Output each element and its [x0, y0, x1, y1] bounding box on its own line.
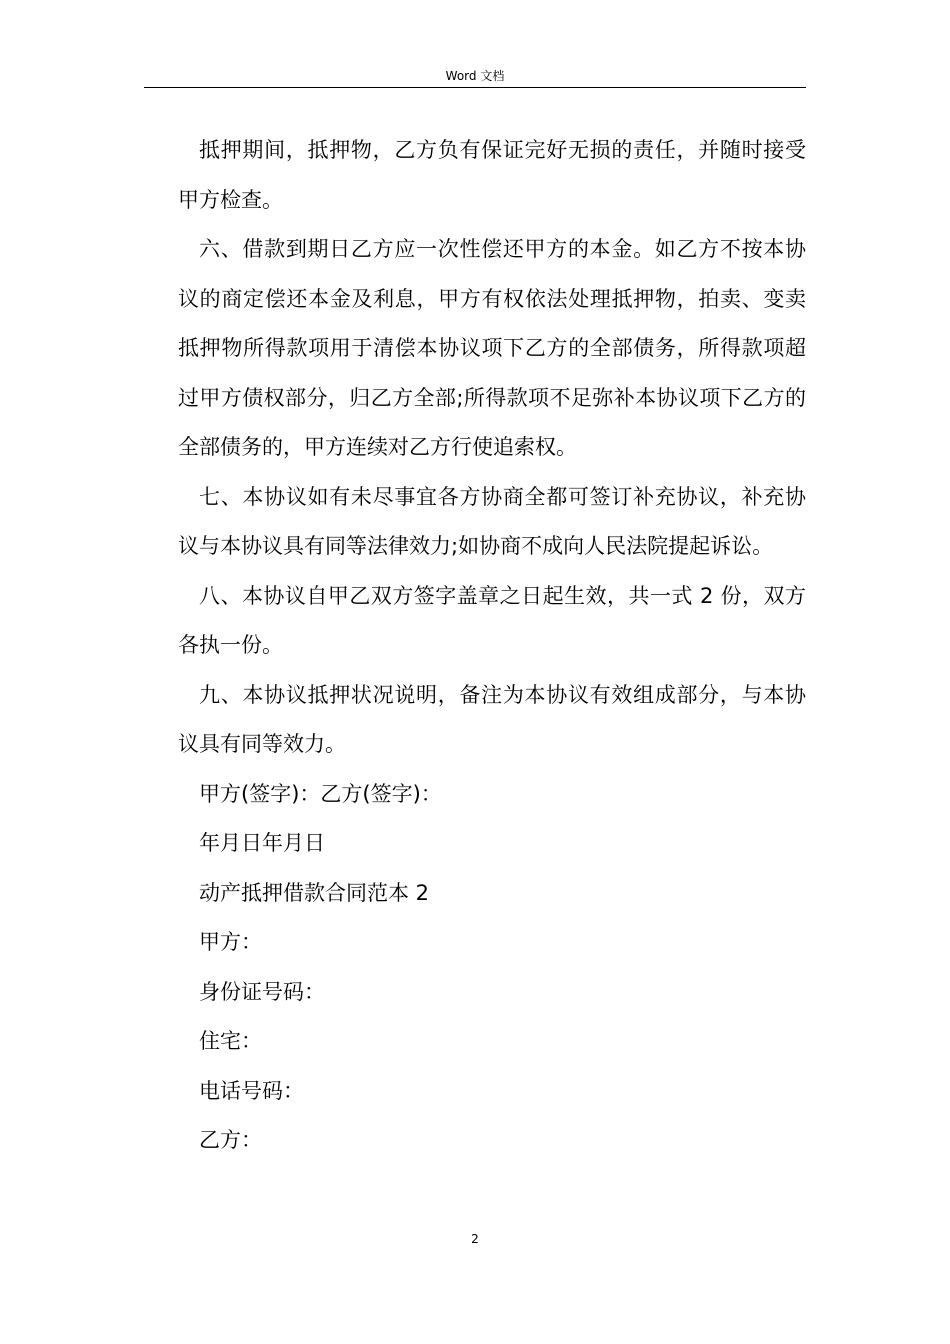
document-body: [178, 126, 806, 1166]
signature-line: 甲方(签字)：乙方(签字)：: [199, 781, 442, 806]
paragraph-mortgage-duty: 抵押期间，抵押物，乙方负有保证完好无损的责任，并随时接受甲方检查。: [178, 138, 806, 212]
paragraph-clause-6: 六、借款到期日乙方应一次性偿还甲方的本金。如乙方不按本协议的商定偿还本金及利息，甲方有权依法处理抵押物，拍卖、变卖抵押物所得款项用于清偿本协议项下乙方的全部债务，所得款项超过甲方债权部分，归乙方全部;所得款项不足弥补本协议项下乙方的全部债务的，甲方连续对乙方行使追索权。: [178, 237, 806, 459]
phone-label: 电话号码：: [199, 1078, 304, 1103]
page-header-title: Word 文档: [445, 69, 505, 83]
header-divider: [144, 87, 806, 88]
page-number: 2: [471, 1232, 479, 1246]
paragraph-clause-7: 七、本协议如有未尽事宜各方协商全都可签订补充协议，补充协议与本协议具有同等法律效力;如协商不成向人民法院提起诉讼。: [178, 484, 806, 558]
paragraph-clause-8: 八、本协议自甲乙双方签字盖章之日起生效，共一式 2 份，双方各执一份。: [178, 583, 806, 657]
party-a-label: 甲方：: [199, 930, 262, 954]
address-label: 住宅：: [199, 1029, 262, 1053]
paragraph-clause-9: 九、本协议抵押状况说明，备注为本协议有效组成部分，与本协议具有同等效力。: [178, 682, 806, 756]
date-line: 年月日年月日: [199, 831, 325, 855]
id-number-label: 身份证号码：: [199, 979, 325, 1004]
contract-template-title: 动产抵押借款合同范本 2: [199, 880, 430, 905]
party-b-label: 乙方：: [199, 1128, 262, 1152]
